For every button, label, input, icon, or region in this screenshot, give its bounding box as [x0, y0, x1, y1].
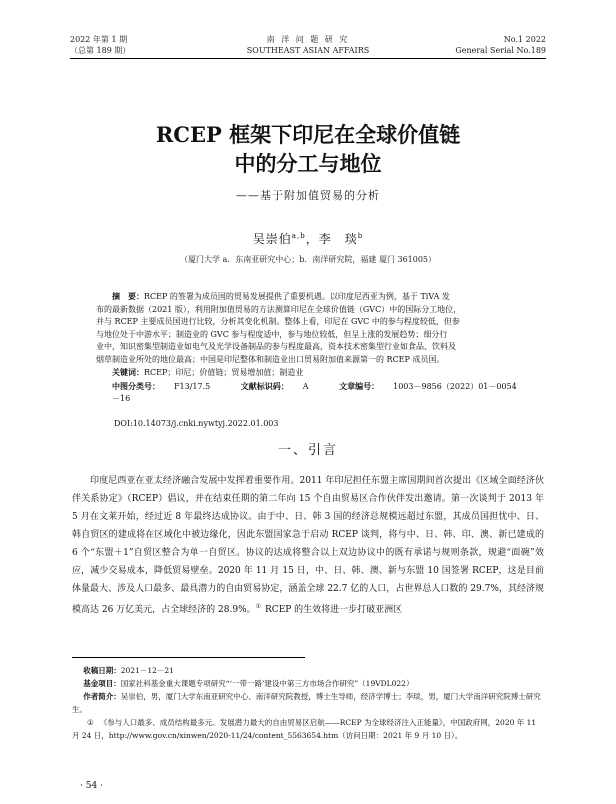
- article-title: [40, 120, 576, 178]
- issue-number-en: No.1 2022: [503, 35, 546, 44]
- article-subtitle: ——基于附加值贸易的分析: [236, 189, 380, 202]
- header-rule: [70, 58, 546, 59]
- author-separator: ，: [305, 232, 319, 246]
- footnote-ref: ①: [255, 603, 262, 610]
- title-line-2: 中的分工与地位: [234, 151, 382, 176]
- page-number: · 54 ·: [80, 781, 103, 791]
- article-number: 文章编号： 1003－9856（2022）01－0054－16: [112, 380, 517, 403]
- author-1-affil-mark: a,b: [291, 232, 306, 240]
- affiliation: （厦门大学 a．东南亚研究中心；b．南洋研究院，福建 厦门 361005）: [179, 255, 437, 264]
- doi: DOI:10.14073/j.cnki.nywtyj.2022.01.003: [114, 419, 279, 428]
- classification-row: [112, 380, 524, 406]
- footnote-rule: [72, 657, 305, 658]
- authors: [60, 230, 556, 247]
- author-2-affil-mark: b: [357, 232, 364, 240]
- abstract-label: 摘 要：: [112, 291, 144, 301]
- body-text: [72, 472, 544, 619]
- abstract-line: 与地位处于中游水平；制造业的 GVC 参与程度适中，参与地位较低，但呈上涨的发展趋势；细分行: [96, 329, 448, 339]
- author-1: 吴崇伯: [252, 232, 292, 246]
- section-heading: 一、引言: [277, 443, 338, 458]
- paragraph: 印度尼西亚在亚太经济融合发展中发挥着重要作用。2011 年印尼担任东盟主席国期间首次提出《区域全面经济伙伴关系协定》（RCEP）倡议，并在结束任期的第二年向 15 个自由贸易区合作伙伴发出邀请。第一次谈判于 2013 年 5 月在文莱开始，经过近 8 年最终达成协议。由于中、日、韩 3 国的经济总规模远超过东盟，其成员国担忧中、日、韩自贸区的建成将在区域化中被边缘化，因此东盟国家急于启动 RCEP 谈判，将与中、日、韩、印、澳、新已建成的 6 个“东盟＋1”自贸区整合为单一自贸区。协议的达成将整合以上双边协议中的既有承诺与规则条款，规避“面碗”效应，减少交易成本，降低贸易壁垒。2020 年 11 月 15 日，中、日、韩、澳、新与东盟 10 国签署 RCEP，这是目前体量最大、涉及人口最多、最具潜力的自由贸易协定，涵盖全球 22.7 亿的人口，占世界总人口数的 29.7%，其经济规模高达 26 万亿美元，占全球经济的 28.9%。① RCEP 的生效将进一步打破亚洲区: [72, 476, 544, 615]
- footnote-1: ① 《参与人口最多、成员结构最多元、发展潜力最大的自由贸易区启航——RCEP 为全球经济注入正能量》，中国政府网，2020 年 11 月 24 日，http://www.gov.cn/xinwen/2020-11/24/content_5563654.htm（访问日期：2021 年 9 月 10 日）。: [72, 718, 537, 740]
- issue-info-en: [455, 34, 546, 56]
- document-code: 文献标识码： A: [240, 380, 309, 391]
- journal-name-cn: 南 洋 问 题 研 究: [266, 35, 350, 44]
- abstract-line: 并与 RCEP 主要成员国进行比较，分析其变化机制。整体上看，印尼在 GVC 中的参与程度较低，但参: [96, 317, 460, 326]
- serial-number: （总第 189 期）: [70, 46, 131, 55]
- serial-number-en: General Serial No.189: [455, 46, 546, 55]
- abstract-block: [96, 290, 524, 406]
- title-line-1: RCEP 框架下印尼在全球价值链: [155, 122, 461, 147]
- keywords-label: 关键词：: [112, 367, 144, 377]
- abstract-line: 业中，知识密集型制造业如电气及光学设备制品的参与程度最高，资本技术密集型行业如食品、饮料及: [96, 342, 456, 351]
- received-date: 收稿日期：2021－12－21: [83, 666, 174, 675]
- issue-number: 2022 年第 1 期: [70, 35, 128, 44]
- footnotes: [72, 664, 544, 742]
- keywords-value: RCEP；印尼；价值链；贸易增加值；制造业: [144, 368, 304, 377]
- clc: 中图分类号： F13/17.5: [112, 380, 211, 391]
- author-2: 李 琰: [318, 232, 358, 246]
- author-info: 作者简介：吴崇伯，男，厦门大学东南亚研究中心、南洋研究院教授，博士生导师，经济学博士；李琰，男，厦门大学南洋研究院博士研究生。: [72, 692, 541, 714]
- abstract-line: 摘 要：RCEP 的签署为成员国的贸易发展提供了重要机遇。以印度尼西亚为例，基于 TiVA 发: [112, 291, 450, 301]
- abstract-line: 烟草制造业所处的地位最高；中国是印尼整体和制造业出口贸易附加值来源第一的 RCEP 成员国。: [96, 354, 445, 364]
- abstract-line: 布的最新数据（2021 版），利用附加值贸易的方法测算印尼在全球价值链（GVC）中的国际分工地位，: [96, 304, 462, 314]
- fund-info: 基金项目：国家社科基金重大课题专项研究“‘一带一路’建设中第三方市场合作研究”（19VDL022）: [83, 679, 414, 688]
- journal-name-en: SOUTHEAST ASIAN AFFAIRS: [246, 46, 370, 55]
- keywords: [112, 366, 524, 380]
